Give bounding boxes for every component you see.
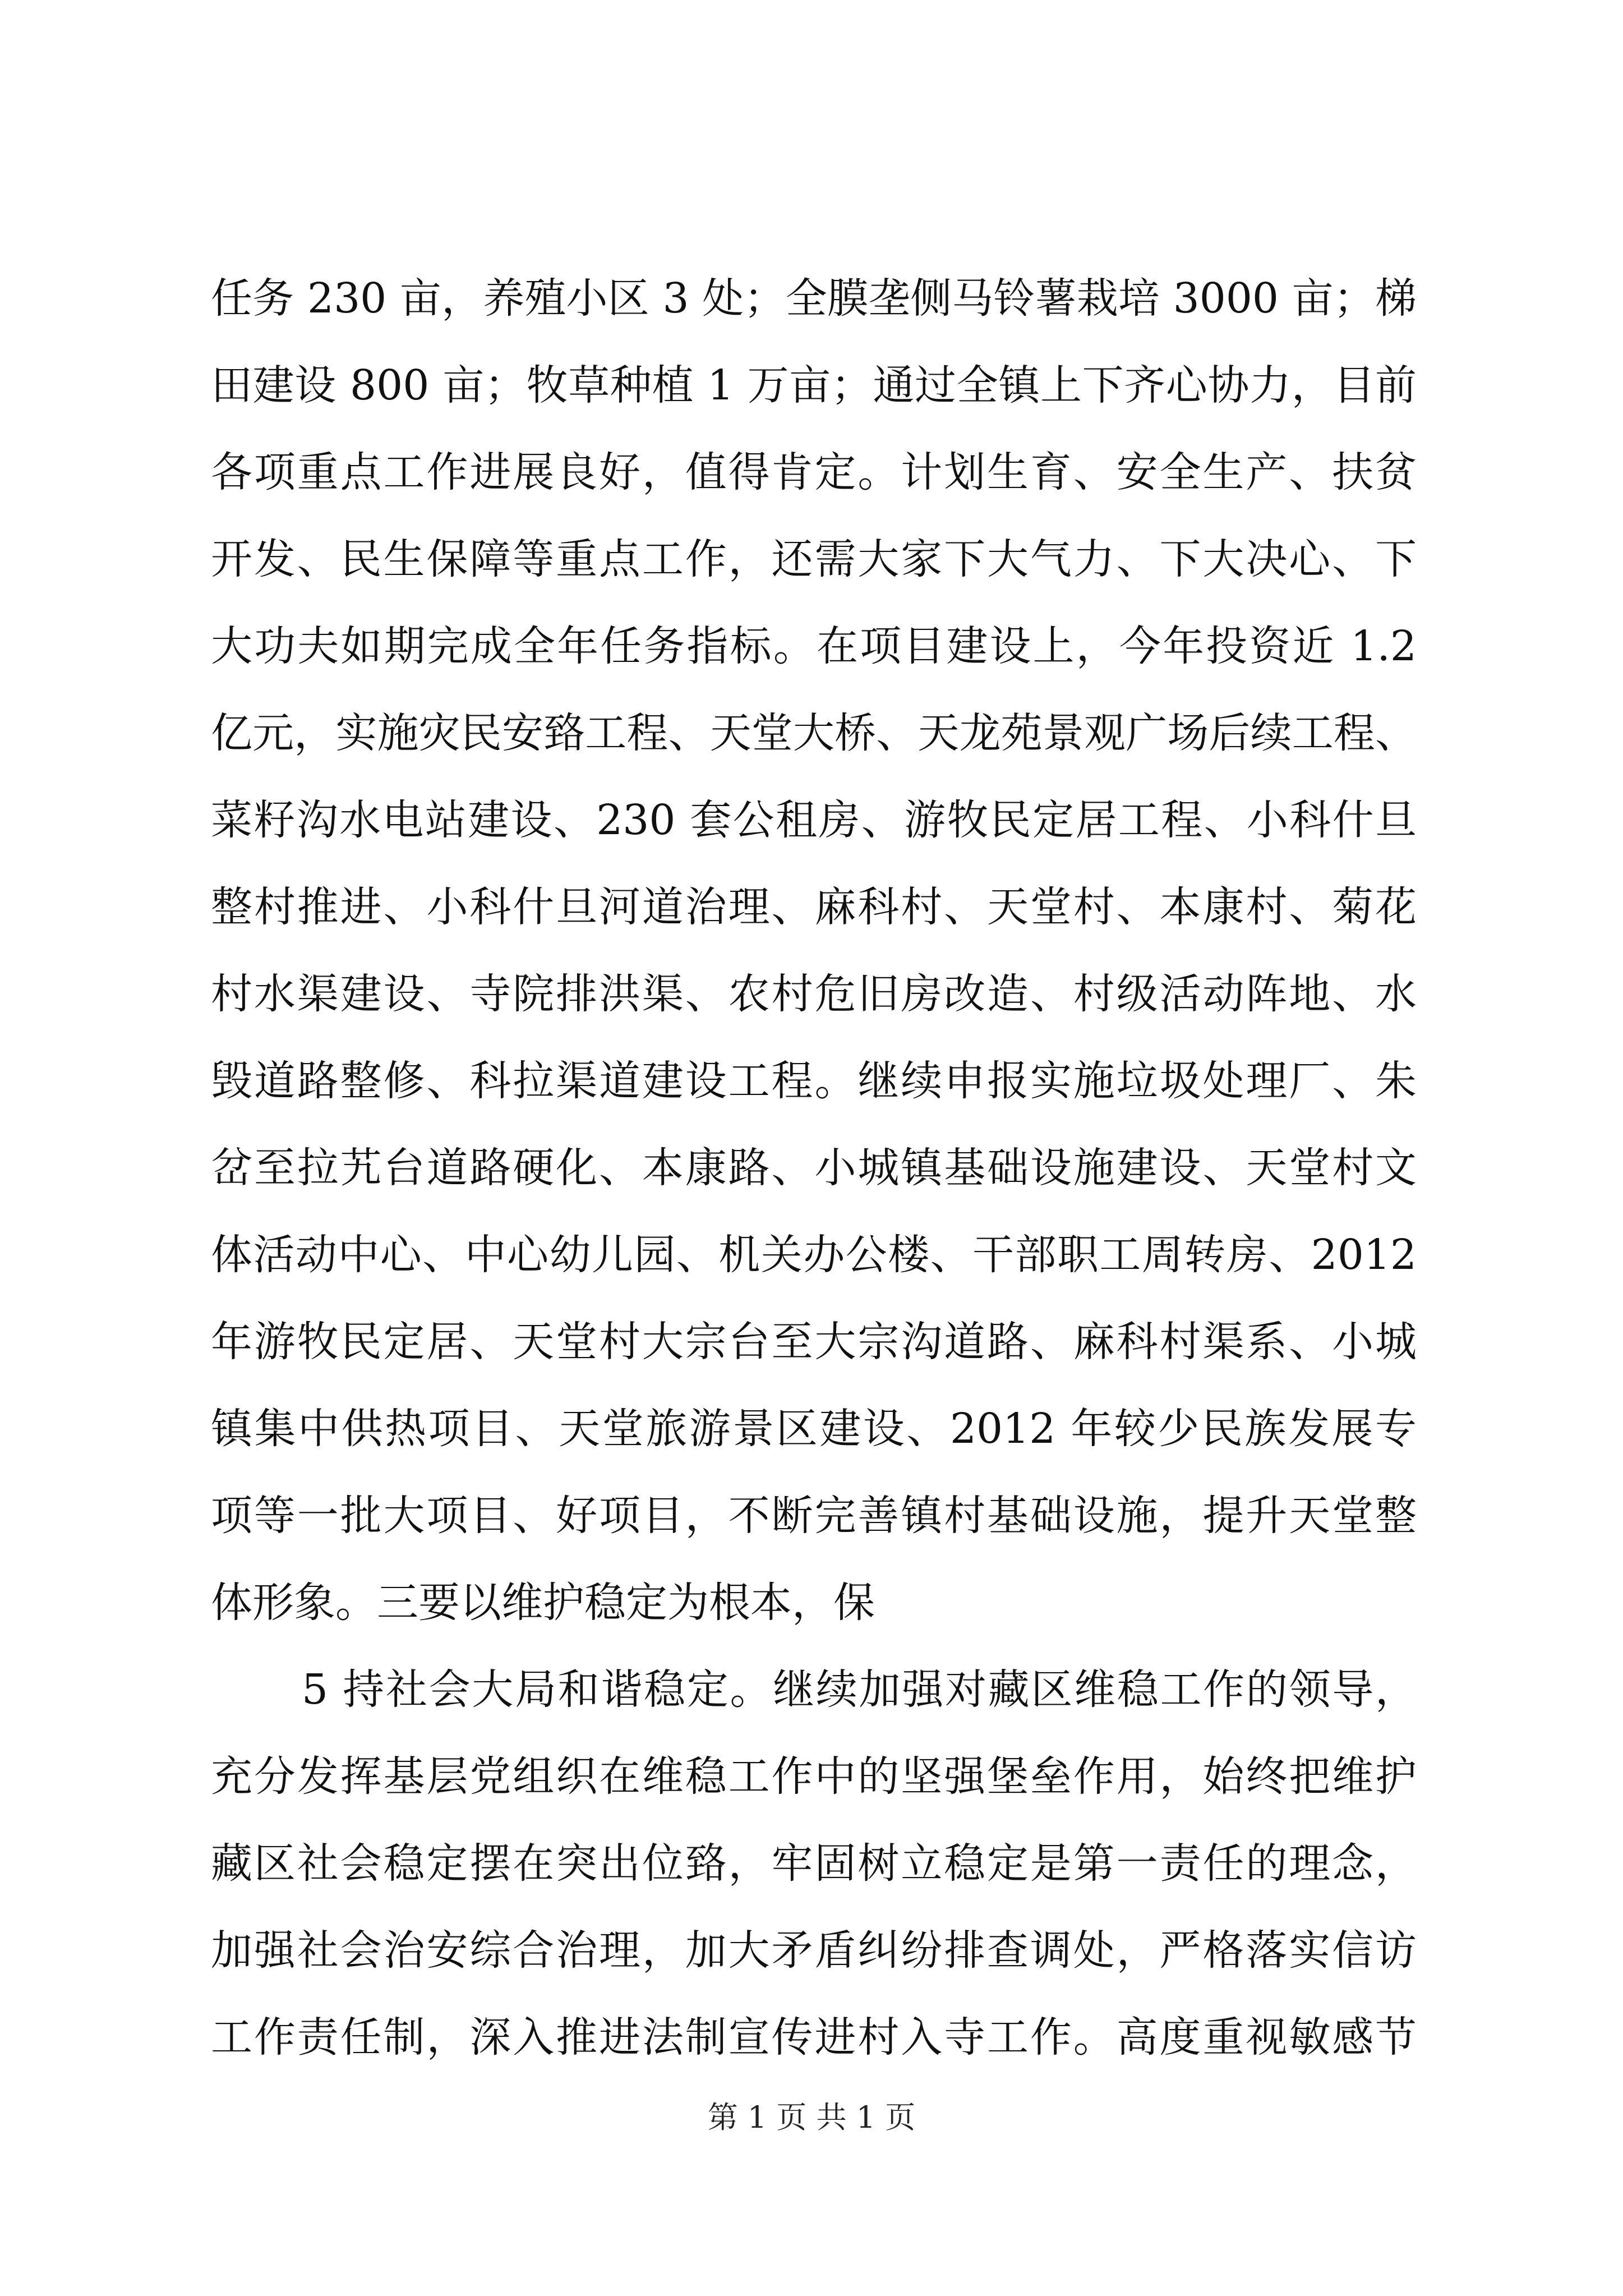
text-line: 村水渠建设、寺院排洪渠、农村危旧房改造、村级活动阵地、水 xyxy=(211,970,1417,1018)
document-body xyxy=(211,255,1417,2081)
text-line: 大功夫如期完成全年任务指标。在项目建设上，今年投资近 1.2 xyxy=(211,622,1417,670)
text-line: 各项重点工作进展良好，值得肯定。计划生育、安全生产、扶贫 xyxy=(211,448,1417,496)
text-line: 5 持社会大局和谐稳定。继续加强对藏区维稳工作的领导， xyxy=(302,1665,1417,1714)
text-line: 体形象。三要以维护稳定为根本，保 xyxy=(211,1579,875,1627)
text-line: 项等一批大项目、好项目，不断完善镇村基础设施，提升天堂整 xyxy=(211,1492,1417,1540)
text-line: 工作责任制，深入推进法制宣传进村入寺工作。高度重视敏感节 xyxy=(211,2013,1417,2062)
text-line: 开发、民生保障等重点工作，还需大家下大气力、下大决心、下 xyxy=(211,535,1417,583)
text-line: 充分发挥基层党组织在维稳工作中的坚强堡垒作用，始终把维护 xyxy=(211,1752,1417,1801)
text-line: 毁道路整修、科拉渠道建设工程。继续申报实施垃圾处理厂、朱 xyxy=(211,1057,1417,1105)
text-line: 任务 230 亩，养殖小区 3 处；全膜垄侧马铃薯栽培 3000 亩；梯 xyxy=(211,274,1417,323)
text-line: 加强社会治安综合治理，加大矛盾纠纷排查调处，严格落实信访 xyxy=(211,1926,1417,1975)
text-line: 整村推进、小科什旦河道治理、麻科村、天堂村、本康村、菊花 xyxy=(211,883,1417,931)
text-line: 田建设 800 亩；牧草种植 1 万亩；通过全镇上下齐心协力，目前 xyxy=(211,361,1417,409)
text-line: 体活动中心、中心幼儿园、机关办公楼、干部职工周转房、2012 xyxy=(211,1231,1417,1279)
text-line: 菜籽沟水电站建设、230 套公租房、游牧民定居工程、小科什旦 xyxy=(211,796,1417,844)
text-line: 藏区社会稳定摆在突出位臵，牢固树立稳定是第一责任的理念， xyxy=(211,1839,1417,1888)
paragraph-2 xyxy=(211,1646,1417,2081)
text-line: 年游牧民定居、天堂村大宗台至大宗沟道路、麻科村渠系、小城 xyxy=(211,1318,1417,1366)
text-line: 亿元，实施灾民安臵工程、天堂大桥、天龙苑景观广场后续工程、 xyxy=(211,709,1417,757)
text-line: 岔至拉艽台道路硬化、本康路、小城镇基础设施建设、天堂村文 xyxy=(211,1144,1417,1192)
page-number-footer: 第 1 页 共 1 页 xyxy=(707,2100,916,2135)
paragraph-1 xyxy=(211,255,1417,1646)
text-line: 镇集中供热项目、天堂旅游景区建设、2012 年较少民族发展专 xyxy=(211,1405,1417,1453)
